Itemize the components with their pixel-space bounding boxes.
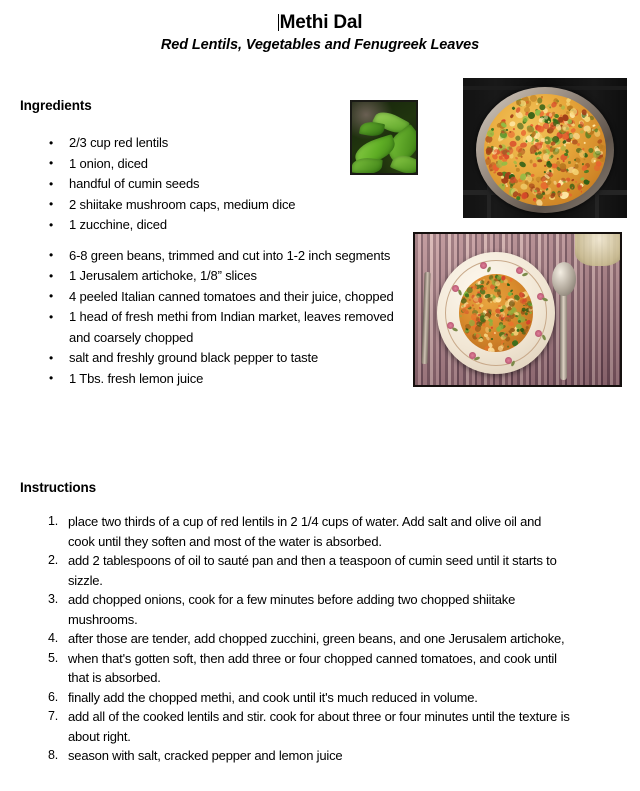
food-texture-fleck <box>595 151 600 156</box>
food-texture-fleck <box>515 323 522 329</box>
food-texture-fleck <box>571 187 573 189</box>
food-texture-fleck <box>479 303 484 308</box>
page-subtitle: Red Lentils, Vegetables and Fenugreek Leaves <box>160 37 480 53</box>
food-texture-fleck <box>526 326 529 329</box>
ingredients-heading: Ingredients <box>20 98 92 113</box>
food-texture-fleck <box>492 171 496 174</box>
food-texture-fleck <box>580 190 582 192</box>
food-texture-fleck <box>557 192 563 197</box>
instructions-list <box>36 512 571 766</box>
food-texture-fleck <box>506 128 509 130</box>
food-texture-fleck <box>549 192 556 199</box>
step-number: 7. <box>47 709 58 723</box>
fenugreek-leaves-photo <box>350 100 418 175</box>
food-texture-fleck <box>577 184 583 191</box>
pot-of-dal-photo <box>463 78 627 218</box>
food-texture-fleck <box>494 332 497 335</box>
step-number: 8. <box>47 748 58 762</box>
ingredient-item: • 2/3 cup red lentils <box>45 133 405 154</box>
instruction-step <box>36 707 571 746</box>
food-texture-fleck <box>515 100 521 105</box>
step-number: 5. <box>47 650 58 665</box>
food-texture-fleck <box>486 129 495 138</box>
instruction-step <box>36 746 571 766</box>
food-texture-fleck <box>535 198 543 206</box>
food-texture-fleck <box>488 309 491 313</box>
ingredient-item: • salt and freshly ground black pepper to taste <box>45 348 405 369</box>
food-texture-fleck <box>469 299 471 301</box>
food-texture-fleck <box>524 312 528 316</box>
food-texture-fleck <box>553 180 557 185</box>
food-texture-fleck <box>491 326 494 329</box>
food-texture-fleck <box>528 311 532 314</box>
ingredient-item: • 1 Tbs. fresh lemon juice <box>45 369 405 390</box>
food-texture-fleck <box>483 287 487 290</box>
food-texture-fleck <box>568 161 571 165</box>
food-texture-fleck <box>490 277 494 281</box>
instruction-step <box>36 551 571 590</box>
food-texture-fleck <box>542 197 545 199</box>
instruction-step <box>36 512 571 551</box>
dal-serving <box>459 274 533 352</box>
food-texture-fleck <box>486 281 489 284</box>
food-texture-fleck <box>584 142 586 144</box>
food-texture-fleck <box>520 183 528 190</box>
floral-motif-leaf <box>511 360 516 367</box>
ingredient-item: • 1 zucchine, diced <box>45 215 405 236</box>
food-texture-fleck <box>569 193 573 197</box>
food-texture-fleck <box>545 138 548 141</box>
step-text: when that's gotten soft, then add three or four chopped canned tomatoes, and cook until that is absorbed. <box>68 650 557 685</box>
food-texture-fleck <box>518 161 527 169</box>
food-texture-fleck <box>537 159 542 162</box>
food-texture-fleck <box>508 322 514 327</box>
food-texture-fleck <box>533 162 538 167</box>
food-texture-fleck <box>490 301 493 304</box>
ingredient-item: • 6-8 green beans, trimmed and cut into 1-2 inch segments <box>45 246 405 267</box>
food-texture-fleck <box>557 157 559 159</box>
food-texture-fleck <box>491 338 493 340</box>
food-texture-fleck <box>593 125 596 127</box>
ingredient-item: • 1 head of fresh methi from Indian market, leaves removed and coarsely chopped <box>45 307 405 348</box>
food-texture-fleck <box>516 168 520 172</box>
step-text: place two thirds of a cup of red lentils in 2 1/4 cups of water. Add salt and olive oil and cook until they soften and most of the water is absorbed. <box>68 514 542 549</box>
food-texture-fleck <box>513 127 515 129</box>
food-texture-fleck <box>570 179 574 183</box>
food-texture-fleck <box>578 149 585 158</box>
instruction-step <box>36 688 571 708</box>
food-texture-fleck <box>530 174 534 178</box>
pot-rim <box>476 87 614 213</box>
food-texture-fleck <box>536 103 538 104</box>
step-number: 6. <box>47 689 58 704</box>
food-texture-fleck <box>566 181 568 183</box>
food-texture-fleck <box>510 140 517 146</box>
instructions-heading: Instructions <box>20 480 97 495</box>
step-text: add all of the cooked lentils and stir. cook for about three or four minutes until the texture is about right. <box>68 709 570 744</box>
food-texture-fleck <box>472 303 474 306</box>
instruction-step <box>36 629 571 649</box>
food-texture-fleck <box>506 151 510 155</box>
food-texture-fleck <box>523 148 525 150</box>
food-texture-fleck <box>570 134 574 138</box>
food-texture-fleck <box>583 158 586 160</box>
food-texture-fleck <box>597 138 603 144</box>
ingredient-item: • 4 peeled Italian canned tomatoes and their juice, chopped <box>45 287 405 308</box>
food-texture-fleck <box>534 189 537 192</box>
plated-dal-photo <box>413 232 622 387</box>
ingredient-item: • 1 onion, diced <box>45 154 405 175</box>
step-text: after those are tender, add chopped zucchini, green beans, and one Jerusalem artichoke, <box>68 631 565 646</box>
step-number: 2. <box>47 553 58 567</box>
instruction-step <box>36 649 571 688</box>
page-title-text: Methi Dal <box>279 12 363 33</box>
spoon-bowl <box>552 262 576 296</box>
step-number: 4. <box>47 631 58 645</box>
text-cursor <box>278 14 279 31</box>
floral-motif-leaf <box>541 334 546 341</box>
food-texture-fleck <box>575 161 578 164</box>
title-block <box>0 12 640 54</box>
page-title <box>0 12 640 34</box>
bowl <box>437 252 555 374</box>
food-texture-fleck <box>568 142 571 145</box>
step-text: finally add the chopped methi, and cook until it's much reduced in volume. <box>68 689 478 705</box>
food-texture-fleck <box>515 134 522 141</box>
ingredient-item: • 1 Jerusalem artichoke, 1/8” slices <box>45 266 405 287</box>
food-texture-fleck <box>509 277 513 281</box>
step-number: 1. <box>47 514 58 528</box>
food-texture-fleck <box>538 97 543 103</box>
food-texture-fleck <box>459 315 463 319</box>
dal-surface <box>484 94 606 206</box>
food-texture-fleck <box>509 114 513 119</box>
food-texture-fleck <box>509 121 516 128</box>
food-texture-fleck <box>499 133 508 140</box>
food-texture-fleck <box>483 279 485 281</box>
food-texture-fleck <box>507 345 509 348</box>
food-texture-fleck <box>515 165 517 167</box>
ingredient-item: • handful of cumin seeds <box>45 174 405 195</box>
step-text: add chopped onions, cook for a few minutes before adding two chopped shiitake mushrooms. <box>68 592 516 627</box>
step-text: add 2 tablespoons of oil to sauté pan and then a teaspoon of cumin seed until it starts to sizzle. <box>68 553 557 588</box>
glass <box>575 232 622 266</box>
step-text: season with salt, cracked pepper and lemon juice <box>68 748 343 763</box>
food-texture-fleck <box>478 297 483 304</box>
instruction-step <box>36 590 571 629</box>
food-texture-fleck <box>507 284 510 287</box>
ingredient-item: • 2 shiitake mushroom caps, medium dice <box>45 195 405 216</box>
spoon-handle <box>560 282 567 380</box>
step-number: 3. <box>47 592 58 606</box>
